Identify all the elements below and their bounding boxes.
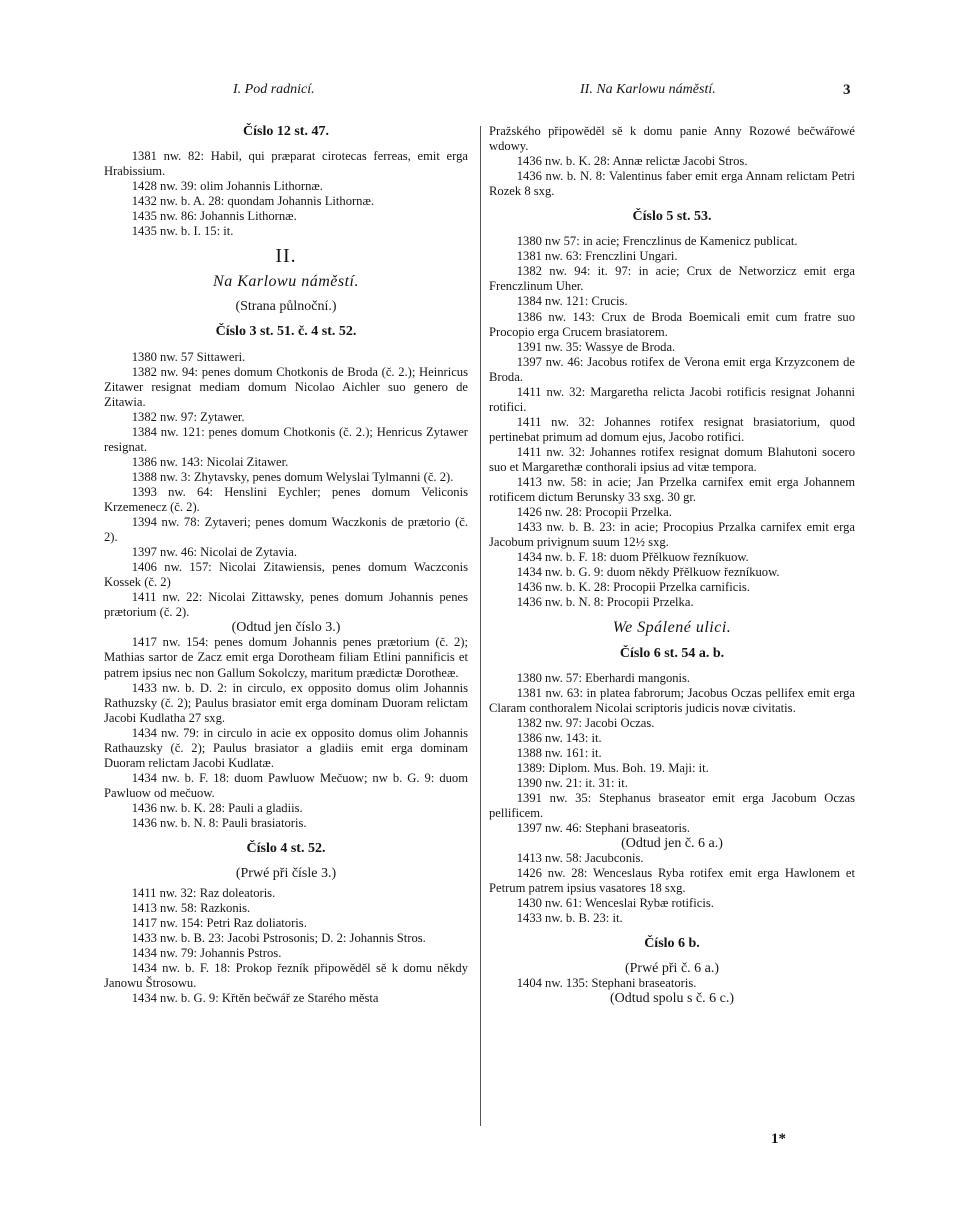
- record-entry: 1428 nw. 39: olim Johannis Lithornæ.: [131, 179, 323, 194]
- record-entry: 1436 nw. b. N. 8: Valentinus faber emit erga Annam relictam Petri Rozek 8 sxg.: [489, 169, 855, 199]
- record-entry: 1384 nw. 121: Crucis.: [516, 294, 628, 309]
- section-heading: Číslo 5 st. 53.: [632, 209, 712, 225]
- spacer: [489, 661, 855, 671]
- record-entry: 1417 nw. 154: penes domum Johannis penes prætorium (č. 2); Mathias sartor de Zacz emit erga Dorotheam filiam Etlini pannificis et patrem ipsius nec non Gallum Sokolczy, maritum prædictæ Dorotheæ.: [104, 635, 468, 680]
- record-entry: 1390 nw. 21: it. 31: it.: [516, 775, 628, 790]
- record-entry: 1436 nw. b. K. 28: Annæ relictæ Jacobi Stros.: [516, 154, 748, 169]
- record-entry: 1436 nw. b. N. 8: Pauli brasiatoris.: [131, 815, 307, 830]
- record-entry: 1386 nw. 143: Crux de Broda Boemicali emit cum fratre suo Procopio erga Crucem brasiatorem.: [489, 309, 855, 339]
- record-entry: 1394 nw. 78: Zytaveri; penes domum Waczkonis de prætorio (č. 2).: [104, 515, 468, 545]
- record-entry: 1381 nw. 63: in platea fabrorum; Jacobus Oczas pellifex emit erga Claram conthoralem Nicolai scriptoris judicis novæ civitatis.: [489, 685, 855, 715]
- section-heading: Číslo 6 st. 54 a. b.: [619, 645, 725, 661]
- record-entry: 1430 nw. 61: Wenceslai Rybæ rotificis.: [516, 896, 714, 911]
- section-note: (Odtud jen číslo 3.): [231, 620, 341, 636]
- record-entry: 1386 nw. 143: Nicolai Zitawer.: [131, 454, 289, 469]
- record-entry: 1388 nw. 161: it.: [516, 745, 602, 760]
- record-entry: 1393 nw. 64: Henslini Eychler; penes domum Veliconis Krzemenecz (č. 2).: [104, 484, 468, 514]
- record-entry: 1432 nw. b. A. 28: quondam Johannis Lithornæ.: [131, 194, 375, 209]
- spacer: [489, 926, 855, 936]
- record-entry: 1435 nw. 86: Johannis Lithornæ.: [131, 209, 297, 224]
- record-entry: 1413 nw. 58: in acie; Jan Przelka carnifex emit erga Johannem rotificem dictum Berunsky 33 sxg. 30 gr.: [489, 475, 855, 505]
- part-number: II.: [275, 245, 297, 268]
- section-note: (Odtud jen č. 6 a.): [621, 836, 723, 852]
- record-entry: 1411 nw. 22: Nicolai Zittawsky, penes domum Johannis penes prætorium (č. 2).: [104, 590, 468, 620]
- record-entry: 1426 nw. 28: Wenceslaus Ryba rotifex emit erga Hawlonem et Petrum patrem ipsius vasatores 18 sxg.: [489, 866, 855, 896]
- record-entry: 1397 nw. 46: Nicolai de Zytavia.: [131, 545, 298, 560]
- record-entry: 1382 nw. 97: Zytawer.: [131, 409, 245, 424]
- running-header-left: I. Pod radnicí.: [233, 82, 315, 97]
- section-note: (Strana půlnoční.): [235, 299, 337, 315]
- street-title: We Spálené ulici.: [612, 619, 732, 637]
- record-entry: 1436 nw. b. K. 28: Procopii Przelka carnificis.: [516, 580, 750, 595]
- record-entry: 1404 nw. 135: Stephani braseatoris.: [516, 976, 697, 991]
- section-note: (Prwé při č. 6 a.): [624, 961, 720, 977]
- section-note: (Odtud spolu s č. 6 c.): [609, 991, 735, 1007]
- record-entry: 1380 nw. 57: Eberhardi mangonis.: [516, 670, 691, 685]
- record-entry: 1382 nw. 94: penes domum Chotkonis de Broda (č. 2.); Heinricus Zitawer resignat mediam domum Nicolao Aichler suo genero de Zitawia.: [104, 364, 468, 409]
- spacer: [489, 224, 855, 234]
- record-entry: 1380 nw. 57 Sittaweri.: [131, 349, 246, 364]
- spacer: [489, 199, 855, 209]
- record-entry: Pražského připowěděl sě k domu panie Anny Rozowé bečwářowé wdowy.: [489, 124, 855, 154]
- street-title: Na Karlowu náměstí.: [213, 273, 359, 291]
- record-entry: 1434 nw. b. F. 18: duom Pawluow Mečuow; nw b. G. 9: duom Pawluow od mečuow.: [104, 770, 468, 800]
- spacer: [104, 340, 468, 350]
- record-entry: 1381 nw. 82: Habil, qui præparat cirotecas ferreas, emit erga Hrabissium.: [104, 149, 468, 179]
- spacer: [104, 139, 468, 149]
- section-heading: Číslo 3 st. 51. č. 4 st. 52.: [215, 324, 357, 340]
- record-entry: 1389: Diplom. Mus. Boh. 19. Maji: it.: [516, 760, 709, 775]
- record-entry: 1434 nw. 79: Johannis Pstros.: [131, 946, 282, 961]
- record-entry: 1434 nw. b. F. 18: duom Přělkuow řezníkuow.: [516, 550, 749, 565]
- right-column: [489, 124, 855, 1007]
- record-entry: 1384 nw. 121: penes domum Chotkonis (č. 2.); Henricus Zytawer resignat.: [104, 424, 468, 454]
- record-entry: 1435 nw. b. I. 15: it.: [131, 224, 234, 239]
- section-note: (Prwé při čísle 3.): [235, 866, 337, 882]
- record-entry: 1382 nw. 94: it. 97: in acie; Crux de Networzicz emit erga Frenczlinum Uher.: [489, 264, 855, 294]
- record-entry: 1406 nw. 157: Nicolai Zitawiensis, penes domum Waczconis Kossek (č. 2): [104, 560, 468, 590]
- record-entry: 1380 nw 57: in acie; Frenczlinus de Kamenicz publicat.: [516, 234, 798, 249]
- spacer: [104, 289, 468, 299]
- record-entry: 1413 nw. 58: Jacubconis.: [516, 851, 644, 866]
- record-entry: 1413 nw. 58: Razkonis.: [131, 901, 251, 916]
- record-entry: 1411 nw. 32: Raz doleatoris.: [131, 886, 276, 901]
- record-entry: 1436 nw. b. N. 8: Procopii Przelka.: [516, 595, 694, 610]
- spacer: [489, 636, 855, 646]
- record-entry: 1433 nw. b. D. 2: in circulo, ex opposito domus olim Johannis Rathuzsky (č. 2); Paulus brasiator emit erga dominam Duoram relictam Jacobi Kudlatha 27 sxg.: [104, 680, 468, 725]
- record-entry: 1426 nw. 28: Procopii Przelka.: [516, 505, 672, 520]
- record-entry: 1391 nw. 35: Stephanus braseator emit erga Jacobum Oczas pellificem.: [489, 790, 855, 820]
- record-entry: 1433 nw. b. B. 23: in acie; Procopius Przalka carnifex emit erga Jacobum privignum suum 12½ sxg.: [489, 520, 855, 550]
- running-header-right: II. Na Karlowu náměstí.: [580, 82, 716, 97]
- record-entry: 1397 nw. 46: Stephani braseatoris.: [516, 821, 691, 836]
- record-entry: 1411 nw. 32: Margaretha relicta Jacobi rotificis resignat Johanni rotifici.: [489, 384, 855, 414]
- column-divider: [480, 126, 481, 1126]
- record-entry: 1434 nw. b. F. 18: Prokop řezník připowěděl sě k domu někdy Janowu Štrosowu.: [104, 961, 468, 991]
- record-entry: 1397 nw. 46: Jacobus rotifex de Verona emit erga Krzyzconem de Broda.: [489, 354, 855, 384]
- record-entry: 1386 nw. 143: it.: [516, 730, 602, 745]
- record-entry: 1436 nw. b. K. 28: Pauli a gladiis.: [131, 800, 303, 815]
- record-entry: 1434 nw. b. G. 9: Křtěn bečwář ze Starého města: [131, 991, 379, 1006]
- record-entry: 1411 nw. 32: Johannes rotifex resignat brasiatorium, quod pertinebat primum ad domum ejus, Jacobo rotifici.: [489, 414, 855, 444]
- record-entry: 1391 nw. 35: Wassye de Broda.: [516, 339, 676, 354]
- record-entry: 1417 nw. 154: Petri Raz doliatoris.: [131, 916, 307, 931]
- spacer: [104, 314, 468, 324]
- record-entry: 1411 nw. 32: Johannes rotifex resignat domum Blahutoni socero suo et Margarethæ conthorali ipsius ad vitæ tempora.: [489, 444, 855, 474]
- left-column: [104, 124, 468, 1006]
- record-entry: 1434 nw. b. G. 9: duom někdy Přělkuow řezníkuow.: [516, 565, 780, 580]
- section-heading: Číslo 4 st. 52.: [246, 841, 326, 857]
- record-entry: 1388 nw. 3: Zhytavsky, penes domum Welyslai Tylmanni (č. 2).: [131, 469, 454, 484]
- record-entry: 1433 nw. b. B. 23: Jacobi Pstrosonis; D. 2: Johannis Stros.: [131, 931, 426, 946]
- record-entry: 1381 nw. 63: Frenczlini Ungari.: [516, 249, 678, 264]
- record-entry: 1433 nw. b. B. 23: it.: [516, 911, 623, 926]
- record-entry: 1382 nw. 97: Jacobi Oczas.: [516, 715, 655, 730]
- spacer: [489, 951, 855, 961]
- signature-mark: 1*: [771, 1131, 786, 1147]
- record-entry: 1434 nw. 79: in circulo in acie ex opposito domus olim Johannis Rathauzsky (č. 2); Paulus brasiator a gladiis emit erga dominam Duoram relictam Jacobi Kudlatæ.: [104, 725, 468, 770]
- page-number: 3: [843, 82, 851, 98]
- section-heading: Číslo 6 b.: [644, 936, 700, 952]
- spacer: [104, 831, 468, 841]
- spacer: [104, 856, 468, 866]
- section-heading: Číslo 12 st. 47.: [243, 124, 329, 139]
